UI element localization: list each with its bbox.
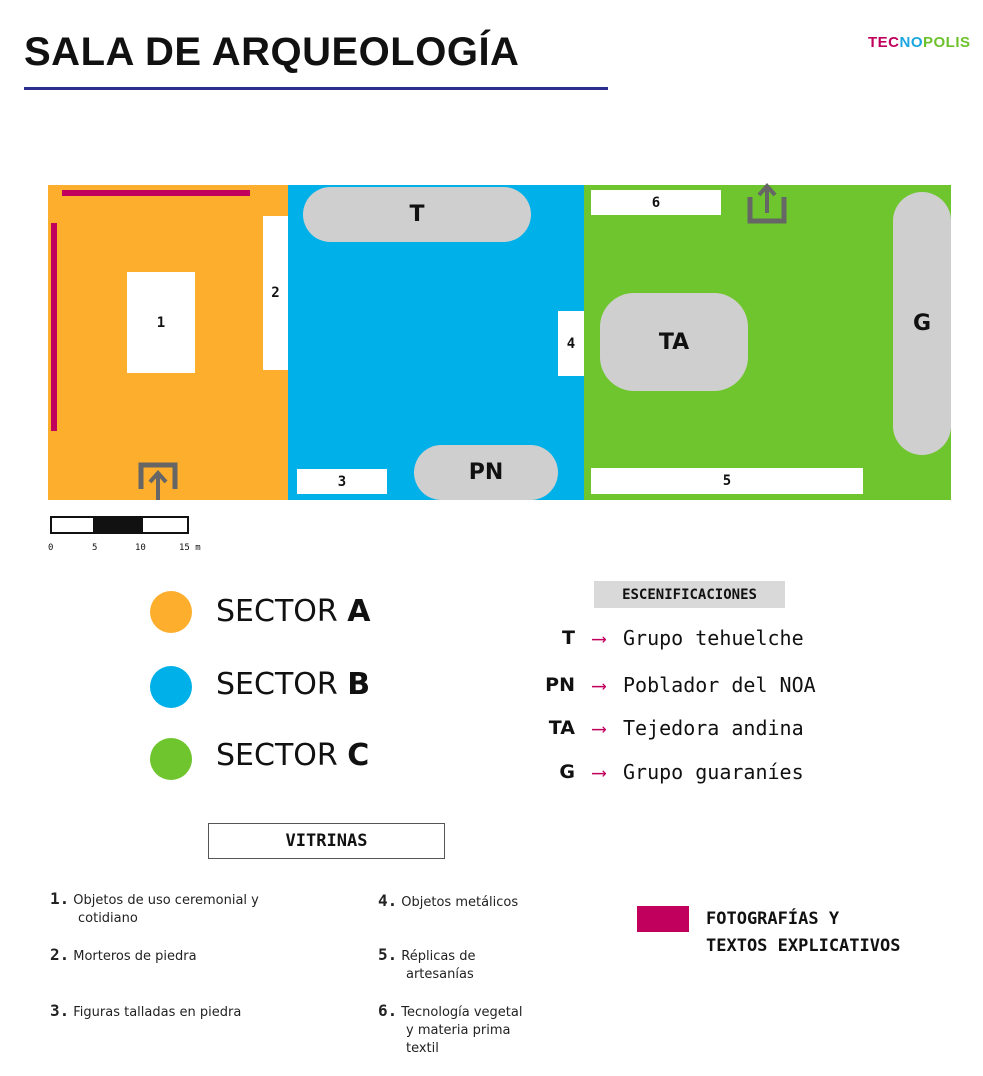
sector-b-prefix: SECTOR [216,667,338,702]
vitrina-item-2 [50,946,197,966]
vitrina-2: 2 [263,216,288,370]
vitrina-1: 1 [127,272,195,373]
logo-part-1: TEC [868,34,900,51]
vitrina-item-3 [50,1002,241,1022]
vitrina-item-number: 5. [378,945,398,964]
vitrina-item-4 [378,892,518,912]
vitrina-item-number: 4. [378,891,398,910]
vitrina-3: 3 [297,469,387,494]
sector-c-letter: C [347,738,370,773]
pink-arrow-icon: ⟶ [592,760,606,784]
escenificacion-pn [525,673,816,697]
sector-b-label [216,667,370,702]
scale-tick-5: 5 [92,543,98,553]
vitrina-item-line2: artesanías [406,967,474,982]
photos-label-line2: TEXTOS EXPLICATIVOS [706,936,901,956]
pink-arrow-icon: ⟶ [592,673,606,697]
scene-g: G [893,192,951,455]
vitrinas-heading: VITRINAS [208,823,445,859]
vitrina-6: 6 [591,190,721,215]
vitrina-item-number: 3. [50,1001,70,1020]
escenificacion-code: G [559,761,575,783]
escenificacion-label: Grupo tehuelche [623,626,804,650]
vitrina-item-line2: cotidiano [78,911,138,926]
vitrina-item-number: 2. [50,945,70,964]
photos-label-line1: FOTOGRAFÍAS Y [706,909,840,929]
scale-segment-3 [141,516,189,534]
sector-c-swatch [150,738,192,780]
scale-segment-1 [50,516,95,534]
vitrina-5: 5 [591,468,863,494]
photo-wall-top [62,190,250,196]
scale-tick-10: 10 [135,543,146,553]
scene-t: T [303,187,531,242]
escenificacion-ta [525,716,804,740]
vitrina-item-6 [378,1002,522,1058]
vitrina-item-1 [50,890,259,928]
pink-arrow-icon: ⟶ [592,716,606,740]
sector-a-prefix: SECTOR [216,594,338,629]
sector-b-swatch [150,666,192,708]
escenificacion-code: TA [548,717,575,739]
vitrina-item-number: 6. [378,1001,398,1020]
sector-a-letter: A [347,594,371,629]
photos-swatch [637,906,689,932]
sector-a-label [216,594,371,629]
vitrina-item-number: 1. [50,889,70,908]
tecnopolis-logo [868,34,971,51]
escenificacion-code: PN [545,674,575,696]
scale-tick-0: 0 [48,543,54,553]
vitrina-item-line1: Objetos metálicos [401,895,519,910]
vitrina-item-line1: Figuras talladas en piedra [73,1005,242,1020]
entrance-icon [137,461,179,501]
photos-label [706,906,900,960]
logo-part-3: POLIS [923,34,971,51]
exit-icon [746,183,788,225]
logo-part-2: NO [899,34,923,51]
vitrina-4: 4 [558,311,584,376]
title-underline [24,87,608,90]
scene-pn: PN [414,445,558,500]
escenificacion-label: Poblador del NOA [623,673,816,697]
sector-c-prefix: SECTOR [216,738,338,773]
scene-ta: TA [600,293,748,391]
escenificaciones-heading: ESCENIFICACIONES [594,581,785,608]
escenificacion-g [525,760,804,784]
sector-a-swatch [150,591,192,633]
escenificacion-label: Tejedora andina [623,716,804,740]
sector-c-label [216,738,369,773]
page-title: SALA DE ARQUEOLOGÍA [24,30,520,74]
photo-wall-left [51,223,57,431]
vitrina-item-line1: Objetos de uso ceremonial y [73,893,259,908]
scale-segment-2 [95,516,141,534]
vitrina-item-line1: Morteros de piedra [73,949,197,964]
vitrina-item-line2: y materia prima [406,1023,511,1038]
scale-tick-15: 15 m [179,543,201,553]
vitrina-item-line3: textil [406,1041,439,1056]
vitrina-item-line1: Tecnología vegetal [401,1005,523,1020]
pink-arrow-icon: ⟶ [592,626,606,650]
escenificacion-t [525,626,804,650]
escenificacion-label: Grupo guaraníes [623,760,804,784]
sector-b-letter: B [347,667,371,702]
vitrina-item-line1: Réplicas de [401,949,476,964]
escenificacion-code: T [562,627,575,649]
vitrina-item-5 [378,946,475,984]
